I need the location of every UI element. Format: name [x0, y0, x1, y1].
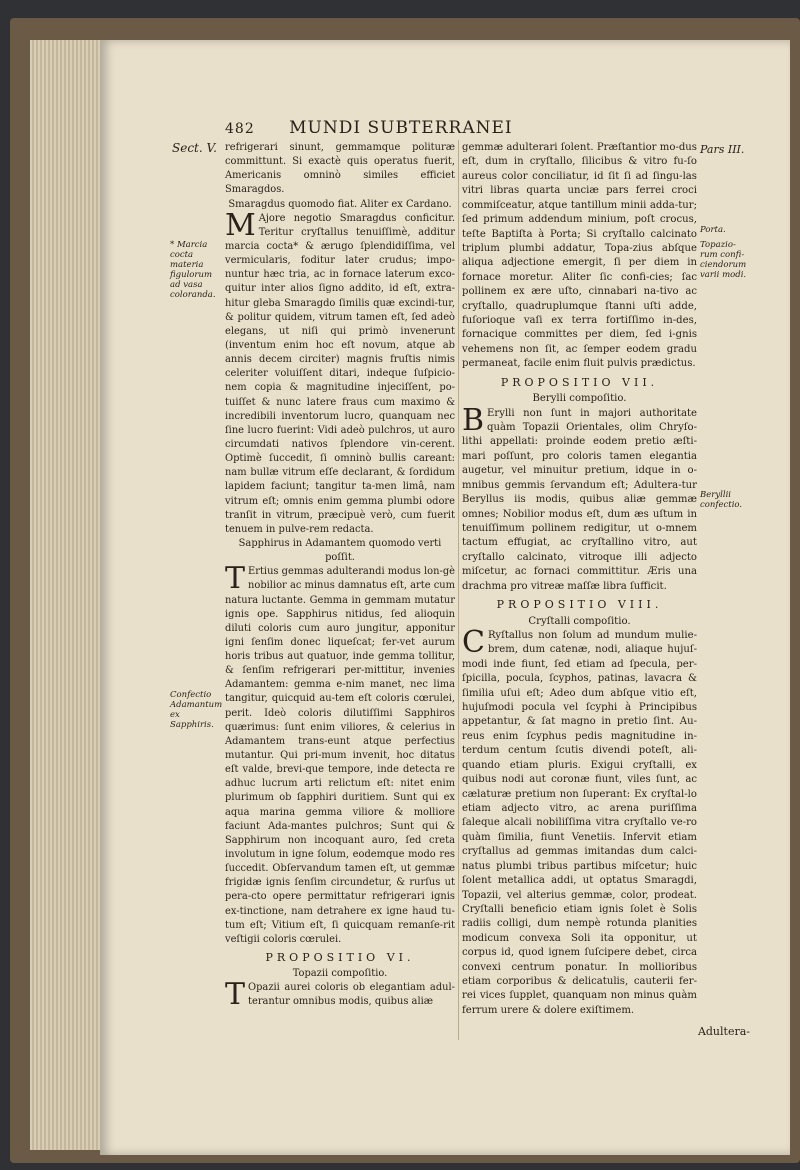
paragraph [225, 141, 455, 198]
column-rule [458, 140, 459, 1040]
subheading [225, 198, 455, 212]
text-run: gemmæ adulterari ſolent. Præſtantior mo-dus eſt, dum in cryſtallo, ſilicibus & vitro fu-ſo aureus color conciliatur, id ſit ſi ad ſingu-las vitri libras quarta unciæ pars ferrei croci commiſceatur, atque tantillum minii adda-tur; ſed primum addendum minium, poſt crocus, teſte Baptiſta à Porta; Si cryſtallo calcinato triplum plumbi addatur, Topa-zius abſque aliqua adjectione emergit, ſi per diem in fornace moretur. Aliter ſic confi-cies; ſac pollinem ex ære uſto, cinnabari na-tivo ac cryſtallo, quadruplumque ſtanni uſti adde, fuſorioque vaſi ex terra fortiſſimo in-des, fornacique committes per diem, ſed i-gnis vehemens non ſit, ac ſemper eodem gradu permaneat, facile enim fluit pulvis prædictus. [462, 142, 697, 370]
paragraph [225, 207, 455, 537]
drop-cap: T [225, 561, 246, 597]
text-run: Cryſtalli compoſitio. [528, 615, 631, 627]
proposition-heading [462, 376, 697, 390]
text-run: PROPOSITIO VII. [500, 375, 659, 389]
running-title: MUNDI SUBTERRANEI [289, 118, 513, 138]
proposition-heading [462, 598, 697, 612]
margin-note-beryllii: Beryllii confectio. [700, 490, 743, 510]
subheading [225, 537, 455, 565]
margin-note-topazii: Topazio-rum confi-ciendorum varii modi. [700, 240, 747, 280]
margin-note-porta: Porta. [700, 225, 726, 235]
page-edges [30, 40, 110, 1150]
text-run: PROPOSITIO VIII. [496, 598, 663, 612]
margin-note-marcia: * Marcia cocta materia figulorum ad vasa coloranda. [170, 240, 216, 300]
paragraph [462, 624, 697, 1018]
text-run: Berylli compoſitio. [532, 393, 627, 405]
subheading [462, 615, 697, 629]
proposition-heading [225, 951, 455, 965]
text-run: Smaragdus quomodo fiat. Aliter ex Cardano. [228, 198, 452, 210]
subheading [462, 392, 697, 406]
text-run: PROPOSITIO VI. [265, 951, 415, 965]
margin-note-pars: Pars III. [700, 143, 745, 156]
drop-cap: M [225, 207, 256, 243]
right-column [462, 141, 697, 1018]
page-number: 482 [225, 121, 255, 137]
drop-cap: C [462, 624, 485, 660]
paragraph [462, 402, 697, 594]
drop-cap: B [462, 402, 485, 438]
section-label: Sect. V. [172, 141, 217, 155]
text-run: Ryſtallus non ſolum ad mundum mulie-brem, dum catenæ, nodi, aliaque hujuſ-modi inde fiunt, ſed etiam ad ſpecula, per-ſpicilla, pocula, ſcyphos, patinas, lavacra & ſimilia uſui eſt; Adeo dum abſque vitio eſt, hujuſmodi pocula vel ſcyphi à Principibus appetantur, & ſat magno in pretio ſint. Au-reus enim ſcyphus pedis magnitudine in-terdum centum ſcutis divendi poteſt, ali-quando etiam pluris. Exigui cryſtalli, ex quibus nodi aut coronæ fiunt, viles ſunt, ac cælaturæ pretium non ſuperant: Ex cryſtal-lo etiam adjecto vitro, ac arena puriſſima ſaleque alcali nobiliſſima vitra cryſtallo ve-ro quàm ſimilia, fiunt Venetiis. Infervit etiam cryſtallus ad gemmas imitandas dum calci-natus plumbi tribus partibus miſcetur; huic ſolent metallica addi, ut optatus Smaragdi, Topazii, vel alterius gemmæ, color, prodeat. Cryſtalli beneficio etiam ignis ſolet è Solis radiis colligi, dum nempè rotunda planities modicum convexa Soli ita opponitur, ut corpus id, quod ignem ſuſcipere debet, circa convexi centrum ponatur. In mollioribus etiam corporibus & delicatulis, cauterii fer-rei vices ſupplet, quanquam non minus quàm ferrum urere & dolere exiſtimem. [462, 629, 697, 1016]
text-run: Opazii aurei coloris ob elegantiam adul-terantur omnibus modis, quibus aliæ [248, 982, 455, 1008]
text-run: Ajore negotio Smaragdus conficitur. Teritur cryſtallus tenuiſſimè, additur marcia cocta* & ærugo ſplendidiſſima, vel vermicularis, foditur later crudus; impo-nuntur hæc tria, ac in fornace laterum exco-quitur inter alios ſigno addito, id eſt, extra-hitur gleba Smaragdo ſimilis quæ excindi-tur, & politur quidem, vitrum tamen eſt, ſed adeò elegans, ut niſi qui primò invenerunt (inventum enim hoc eſt novum, atque ab annis decem circiter) magnis fruſtis nimis celeriter voluiſſent ditari, indeque ſuſpicio-nem copia & magnitudine injeciſſent, po-tuiſſet & nunc latere fraus cum maximo & incredibili inventorum lucro, quanquam nec ſine lucro fuerint: Vidi adeò pulchros, ut auro circumdati nativos ſplendore vin-cerent. Optimè ſuccedit, ſi omninò bullis careant: nam bullæ vitrum eſſe declarant, & ſordidum lapidem faciunt; tangitur ta-men limâ, nam vitrum eſt; omnis enim gemma plumbi odore tranſit in vitrum, præcipuè verò, cum fuerit tenuem in pulve-rem redacta. [225, 212, 455, 535]
margin-note-confectio-adamantum: Confectio Adamantum ex Sapphiris. [170, 690, 223, 730]
drop-cap: T [225, 977, 246, 1013]
text-run: refrigerari sinunt, gemmamque polituræ committunt. Si exactè quis operatus fuerit, Americanis omninò similes efficiet Smaragdos. [225, 142, 455, 196]
text-run: Sapphirus in Adamantem quomodo verti poſſit. [238, 537, 442, 564]
running-header [225, 118, 513, 138]
paragraph [225, 977, 455, 1013]
paragraph [225, 561, 455, 947]
text-run: Erylli non ſunt in majori authoritate quàm Topazii Orientales, olim Chryſo-lithi appellati: proinde eodem pretio æſti-mari poſſunt, pro coloris tamen elegantia augetur, vel minuitur pretium, idque in o-mnibus gemmis ſervandum eſt; Adultera-tur Beryllus iis modis, quibus aliæ gemmæ omnes; Nobilior modus eſt, dum æs uſtum in tenuiſſimum pollinem redigitur, ut o-mnem tactum effugiat, ac cryſtallino vitro, aut cryſtallo calcinato, vitroque illi adjecto miſcetur, ac fornaci committitur. Æris una drachma pro vitreæ maſſæ libra ſufficit. [462, 407, 697, 592]
left-column [225, 141, 455, 1013]
subheading [225, 967, 455, 981]
text-run: Topazii compoſitio. [292, 968, 388, 980]
catchword: Adultera- [697, 1025, 750, 1038]
paragraph [462, 141, 697, 372]
text-run: Ertius gemmas adulterandi modus lon-gè nobilior ac minus damnatus eſt, arte cum natura luctante. Gemma in gemmam mutatur ignis ope. Sapphirus nitidus, ſed alioquin diluti coloris cum auro jungitur, apponitur igni ſenſim donec liqueſcat; fer-vet aurum horis tribus aut quatuor, inde gemma tollitur, & ſenſim refrigerari per-mittitur, invenies Adamantem: gemma e-nim manet, nec lima tangitur, quicquid au-tem eſt coloris cœrulei, perit. Ideò coloris dilutiſſimi Sapphiros quærimus: ſunt enim viliores, & celerius in Adamantem trans-eunt atque perfectius mutantur. Qui pri-mum invenit, hoc ditatus eſt valde, brevi-que tempore, inde detecta re adhuc lucrum arti relictum eſt: nitet enim plurimum ob ſapphiri duritiem. Sunt qui ex aqua marina gemma viliore & molliore faciunt Ada-mantes pulchros; Sunt qui & Sapphirum non incoquant auro, ſed creta involutum in igne ſolum, eodemque modo res ſuccedit. Obſervandum tamen eſt, ut gemmæ frigidæ ignis ſenſim circundetur, & rurſus ut pera-cto opere permittatur refrigerari ignis ex-tinctione, nam detrahere ex igne haud tu-tum eſt; Vitium eſt, ſi quicquam remanſe-rit veſtigii coloris cœrulei. [225, 566, 455, 945]
